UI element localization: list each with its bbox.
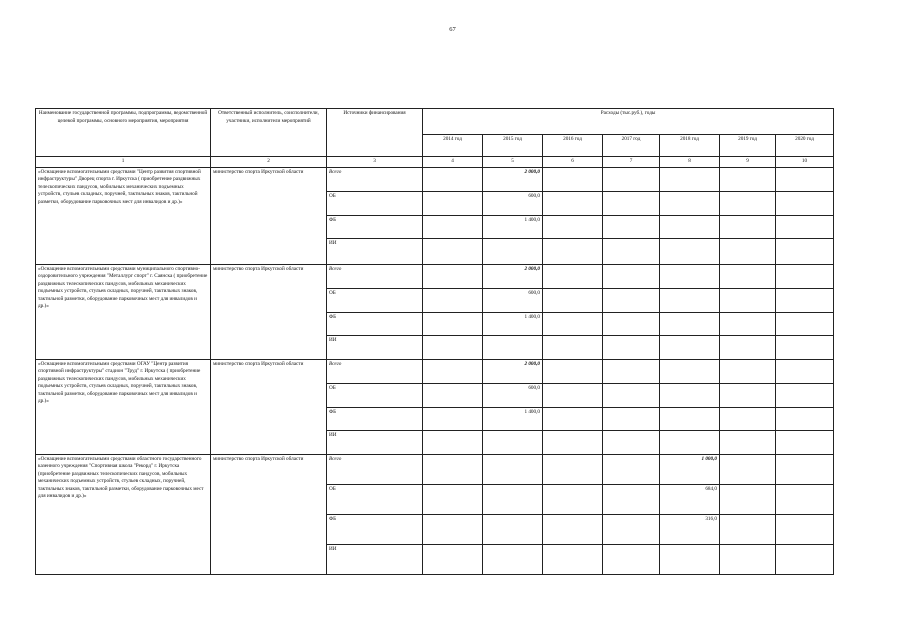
financing-source: ФБ	[327, 407, 423, 430]
expense-value	[776, 454, 834, 484]
expense-value	[720, 264, 776, 288]
expense-value	[423, 383, 483, 407]
expense-value	[603, 167, 660, 191]
expense-value	[720, 359, 776, 383]
expense-value	[660, 359, 720, 383]
financing-source: ИИ	[327, 238, 423, 264]
expense-value	[720, 238, 776, 264]
expense-value	[603, 407, 660, 430]
expense-value	[776, 383, 834, 407]
expense-value: 316,0	[660, 514, 720, 544]
expense-value	[720, 383, 776, 407]
expense-value	[543, 238, 603, 264]
expense-value	[543, 264, 603, 288]
expense-value	[423, 484, 483, 514]
expense-value	[776, 264, 834, 288]
expense-value	[423, 238, 483, 264]
expense-value	[776, 514, 834, 544]
expense-value	[720, 514, 776, 544]
expense-value	[776, 288, 834, 312]
expense-value	[660, 407, 720, 430]
expense-value	[423, 544, 483, 574]
financing-source: Всего	[327, 359, 423, 383]
expense-value	[660, 312, 720, 335]
expense-value	[776, 238, 834, 264]
table-row	[36, 167, 834, 191]
expense-value	[603, 454, 660, 484]
header-executor: Ответственный исполнитель, соисполнители, участники, исполнители мероприятий	[211, 109, 327, 157]
expense-value	[660, 430, 720, 454]
expense-value	[660, 288, 720, 312]
expense-value	[603, 484, 660, 514]
expense-value	[483, 454, 543, 484]
header-year: 2014 год	[423, 135, 483, 157]
expense-value	[720, 407, 776, 430]
header-year: 2019 год	[720, 135, 776, 157]
expense-value	[720, 312, 776, 335]
financing-source: ОБ	[327, 288, 423, 312]
program-executor: министерство спорта Иркутской области	[211, 454, 327, 574]
expense-value	[660, 191, 720, 215]
expense-value: 2 000,0	[483, 264, 543, 288]
financing-source: ФБ	[327, 215, 423, 238]
expense-value	[543, 454, 603, 484]
expense-value	[776, 191, 834, 215]
program-name: «Оснащение вспомогательными средствами ОГАУ "Центр развития спортивной инфраструктуры" стадион "Труд" г. Иркутска ( приобретение раздвижных телескопических пандусов, мобильных механических подъемных устройств, стульев складных, поручней, тактильных знаков, тактильной разметки, оборудование парковочных мест для инвалидов и др.)»	[36, 359, 211, 454]
expense-value	[423, 288, 483, 312]
program-executor: министерство спорта Иркутской области	[211, 264, 327, 359]
expense-value	[660, 383, 720, 407]
expense-value	[603, 430, 660, 454]
program-expenses-table	[35, 108, 834, 575]
header-expenses: Расходы (тыс.руб.), годы	[423, 109, 834, 135]
expense-value	[720, 544, 776, 574]
expense-value	[483, 544, 543, 574]
header-name: Наименование государственной программы, подпрограммы, ведомственной целевой программы, основного мероприятия, мероприятия	[36, 109, 211, 157]
column-number: 6	[543, 157, 603, 168]
financing-source: ИИ	[327, 430, 423, 454]
expense-value	[423, 312, 483, 335]
expense-value	[543, 288, 603, 312]
expense-value	[776, 167, 834, 191]
expense-value	[720, 288, 776, 312]
expense-value: 684,0	[660, 484, 720, 514]
expense-value	[423, 407, 483, 430]
program-name: «Оснащение вспомогательными средствами муниципального спортивно-оздоровительного учреждения "Металлург спорт" г. Саянска ( приобретение раздвижных телескопических пандусов, мобильных механических подъемных устройств, стульев складных, поручней, тактильных знаков, тактильной разметки, оборудование парковочных мест для инвалидов и др.)»	[36, 264, 211, 359]
expense-value: 2 000,0	[483, 359, 543, 383]
expense-value	[543, 359, 603, 383]
expense-value	[660, 544, 720, 574]
expense-value	[660, 215, 720, 238]
financing-source: ФБ	[327, 514, 423, 544]
expense-value	[660, 335, 720, 359]
expense-value	[483, 484, 543, 514]
expense-value	[423, 335, 483, 359]
column-number: 3	[327, 157, 423, 168]
expense-value	[720, 430, 776, 454]
expense-value	[483, 430, 543, 454]
column-number: 1	[36, 157, 211, 168]
expense-value: 600,0	[483, 288, 543, 312]
expense-value	[603, 312, 660, 335]
expense-value	[720, 454, 776, 484]
program-executor: министерство спорта Иркутской области	[211, 167, 327, 264]
expense-value	[603, 191, 660, 215]
program-name: «Оснащение вспомогательными средствами "Центр развития спортивной инфраструктуры" Дворец спорта г. Иркутска ( приобретение раздвижных телескопических пандусов, мобильных механических подъемных устройств, стульев складных, поручней, тактильных знаков, тактильной разметки, оборудование парковочных мест для инвалидов и др.)»	[36, 167, 211, 264]
expense-value	[423, 191, 483, 215]
expense-value	[543, 484, 603, 514]
header-source: Источники финансирования	[327, 109, 423, 157]
expense-value	[720, 484, 776, 514]
header-year: 2020 год	[776, 135, 834, 157]
expense-value: 1 000,0	[660, 454, 720, 484]
expense-value	[776, 359, 834, 383]
expense-value	[776, 335, 834, 359]
expense-value	[543, 215, 603, 238]
financing-source: ОБ	[327, 484, 423, 514]
expense-value	[543, 407, 603, 430]
header-year: 2017 год	[603, 135, 660, 157]
column-number: 4	[423, 157, 483, 168]
table-row	[36, 264, 834, 288]
expense-value	[423, 514, 483, 544]
expense-value	[543, 312, 603, 335]
expense-value	[543, 383, 603, 407]
financing-source: ОБ	[327, 383, 423, 407]
expense-value	[720, 215, 776, 238]
expense-value	[543, 335, 603, 359]
header-year: 2015 год	[483, 135, 543, 157]
expense-value	[483, 514, 543, 544]
expense-value	[423, 430, 483, 454]
program-executor: министерство спорта Иркутской области	[211, 359, 327, 454]
header-year: 2018 год	[660, 135, 720, 157]
page-number: 67	[449, 26, 456, 33]
expense-value	[776, 430, 834, 454]
expense-value	[603, 383, 660, 407]
expense-value: 2 000,0	[483, 167, 543, 191]
expense-value	[660, 167, 720, 191]
expense-value	[603, 359, 660, 383]
financing-source: ФБ	[327, 312, 423, 335]
expense-value	[543, 544, 603, 574]
expense-value	[483, 335, 543, 359]
expense-value	[603, 264, 660, 288]
expense-value	[603, 288, 660, 312]
table-row	[36, 359, 834, 383]
expense-value	[423, 454, 483, 484]
expense-value	[543, 191, 603, 215]
expense-value	[423, 215, 483, 238]
expense-value: 600,0	[483, 191, 543, 215]
expense-value	[423, 167, 483, 191]
table-row	[36, 454, 834, 484]
expense-value	[603, 544, 660, 574]
header-year: 2016 год	[543, 135, 603, 157]
expense-value: 1 400,0	[483, 407, 543, 430]
financing-source: Всего	[327, 454, 423, 484]
expense-value	[720, 191, 776, 215]
expense-value	[483, 238, 543, 264]
column-number: 2	[211, 157, 327, 168]
expense-value: 1 400,0	[483, 312, 543, 335]
financing-source: ИИ	[327, 335, 423, 359]
expense-value	[776, 407, 834, 430]
financing-source: ОБ	[327, 191, 423, 215]
program-name: «Оснащение вспомогательными средствами областного государственного казенного учреждения "Спортивная школа "Рекорд" г. Иркутска (приобретение раздвижных телескопических пандусов, мобильных механических подъемных устройств, стульев складных, поручней, тактильных знаков, тактильной разметки, оборудование парковочных мест для инвалидов и др.)»	[36, 454, 211, 574]
expense-value	[660, 264, 720, 288]
financing-source: Всего	[327, 167, 423, 191]
expense-value	[776, 215, 834, 238]
column-number: 10	[776, 157, 834, 168]
column-number: 5	[483, 157, 543, 168]
expense-value	[603, 335, 660, 359]
expense-value	[776, 312, 834, 335]
expense-value	[543, 514, 603, 544]
financing-source: ИИ	[327, 544, 423, 574]
expense-value	[423, 359, 483, 383]
expense-value	[423, 264, 483, 288]
expense-value	[720, 167, 776, 191]
expense-value	[603, 238, 660, 264]
expense-value: 1 400,0	[483, 215, 543, 238]
column-number: 8	[660, 157, 720, 168]
expense-value	[776, 484, 834, 514]
expense-value	[603, 514, 660, 544]
expense-value: 600,0	[483, 383, 543, 407]
expense-value	[603, 215, 660, 238]
financing-source: Всего	[327, 264, 423, 288]
expense-value	[543, 430, 603, 454]
column-number: 7	[603, 157, 660, 168]
expense-value	[660, 238, 720, 264]
expense-value	[720, 335, 776, 359]
column-number: 9	[720, 157, 776, 168]
expense-value	[776, 544, 834, 574]
expense-value	[543, 167, 603, 191]
